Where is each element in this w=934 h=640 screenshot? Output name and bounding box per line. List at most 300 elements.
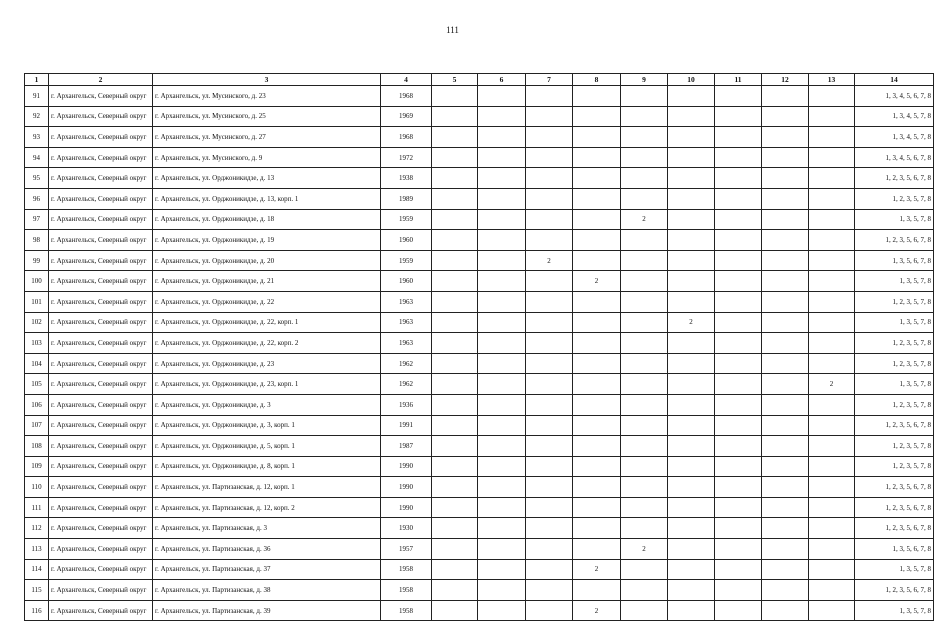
- address-cell: г. Архангельск, ул. Мусинского, д. 27: [153, 127, 381, 148]
- year-cell: 1987: [381, 436, 432, 457]
- mark-cell: [621, 600, 668, 621]
- table-row: [25, 106, 934, 127]
- mark-cell: [573, 291, 621, 312]
- address-cell: г. Архангельск, ул. Партизанская, д. 12, корп. 1: [153, 477, 381, 498]
- mark-cell: [762, 147, 809, 168]
- mark-cell: [715, 291, 762, 312]
- year-cell: 1936: [381, 394, 432, 415]
- row-number: 101: [25, 291, 49, 312]
- mark-cell: [573, 415, 621, 436]
- mark-cell: [621, 456, 668, 477]
- mark-cell: [573, 394, 621, 415]
- mark-cell: [526, 539, 573, 560]
- mark-cell: [715, 127, 762, 148]
- codes-cell: 1, 2, 3, 5, 7, 8: [855, 291, 934, 312]
- mark-cell: [809, 456, 855, 477]
- mark-cell: [621, 374, 668, 395]
- address-cell: г. Архангельск, ул. Мусинского, д. 25: [153, 106, 381, 127]
- mark-cell: [809, 106, 855, 127]
- mark-cell: [762, 86, 809, 107]
- mark-cell: [762, 539, 809, 560]
- housing-register-table: [24, 73, 934, 621]
- address-cell: г. Архангельск, ул. Орджоникидзе, д. 22: [153, 291, 381, 312]
- mark-cell: [478, 168, 526, 189]
- address-cell: г. Архангельск, ул. Партизанская, д. 38: [153, 580, 381, 601]
- mark-cell: [526, 436, 573, 457]
- mark-cell: [478, 147, 526, 168]
- codes-cell: 1, 3, 5, 6, 7, 8: [855, 539, 934, 560]
- row-number: 108: [25, 436, 49, 457]
- mark-cell: [573, 127, 621, 148]
- codes-cell: 1, 3, 4, 5, 7, 8: [855, 127, 934, 148]
- table-row: [25, 250, 934, 271]
- district-cell: г. Архангельск, Северный округ: [49, 497, 153, 518]
- mark-cell: [668, 230, 715, 251]
- mark-cell: [432, 518, 478, 539]
- year-cell: 1958: [381, 559, 432, 580]
- mark-cell: [526, 188, 573, 209]
- mark-cell: [526, 209, 573, 230]
- address-cell: г. Архангельск, ул. Партизанская, д. 36: [153, 539, 381, 560]
- mark-cell: [715, 209, 762, 230]
- mark-cell: [526, 127, 573, 148]
- table-row: [25, 539, 934, 560]
- mark-cell: [621, 559, 668, 580]
- address-cell: г. Архангельск, ул. Орджоникидзе, д. 21: [153, 271, 381, 292]
- row-number: 102: [25, 312, 49, 333]
- mark-cell: [573, 168, 621, 189]
- mark-cell: [715, 86, 762, 107]
- row-number: 116: [25, 600, 49, 621]
- mark-cell: [715, 394, 762, 415]
- mark-cell: [432, 312, 478, 333]
- codes-cell: 1, 2, 3, 5, 6, 7, 8: [855, 477, 934, 498]
- mark-cell: [573, 250, 621, 271]
- mark-cell: [809, 86, 855, 107]
- codes-cell: 1, 2, 3, 5, 7, 8: [855, 456, 934, 477]
- row-number: 100: [25, 271, 49, 292]
- district-cell: г. Архангельск, Северный округ: [49, 580, 153, 601]
- mark-cell: [668, 456, 715, 477]
- mark-cell: [573, 539, 621, 560]
- mark-cell: [809, 250, 855, 271]
- year-cell: 1957: [381, 539, 432, 560]
- codes-cell: 1, 3, 4, 5, 6, 7, 8: [855, 147, 934, 168]
- mark-cell: [668, 518, 715, 539]
- mark-cell: [762, 230, 809, 251]
- mark-cell: [809, 271, 855, 292]
- row-number: 105: [25, 374, 49, 395]
- mark-cell: [526, 106, 573, 127]
- mark-cell: 2: [621, 209, 668, 230]
- mark-cell: [621, 415, 668, 436]
- column-header: 8: [573, 74, 621, 86]
- mark-cell: [432, 168, 478, 189]
- mark-cell: [621, 580, 668, 601]
- mark-cell: [715, 353, 762, 374]
- mark-cell: [478, 333, 526, 354]
- mark-cell: [809, 580, 855, 601]
- district-cell: г. Архангельск, Северный округ: [49, 127, 153, 148]
- mark-cell: [715, 497, 762, 518]
- table-row: [25, 415, 934, 436]
- mark-cell: [526, 456, 573, 477]
- mark-cell: [762, 497, 809, 518]
- district-cell: г. Архангельск, Северный округ: [49, 559, 153, 580]
- mark-cell: [621, 497, 668, 518]
- column-header: 14: [855, 74, 934, 86]
- mark-cell: [432, 188, 478, 209]
- mark-cell: [715, 271, 762, 292]
- district-cell: г. Архангельск, Северный округ: [49, 374, 153, 395]
- row-number: 109: [25, 456, 49, 477]
- mark-cell: [621, 230, 668, 251]
- mark-cell: [573, 86, 621, 107]
- table-row: [25, 168, 934, 189]
- district-cell: г. Архангельск, Северный округ: [49, 271, 153, 292]
- row-number: 113: [25, 539, 49, 560]
- mark-cell: [762, 456, 809, 477]
- column-header: 2: [49, 74, 153, 86]
- mark-cell: [478, 106, 526, 127]
- mark-cell: [809, 127, 855, 148]
- row-number: 104: [25, 353, 49, 374]
- mark-cell: [478, 477, 526, 498]
- row-number: 92: [25, 106, 49, 127]
- district-cell: г. Архангельск, Северный округ: [49, 518, 153, 539]
- column-header: 12: [762, 74, 809, 86]
- table-row: [25, 580, 934, 601]
- mark-cell: [715, 147, 762, 168]
- mark-cell: [478, 518, 526, 539]
- mark-cell: [762, 559, 809, 580]
- district-cell: г. Архангельск, Северный округ: [49, 600, 153, 621]
- mark-cell: [573, 497, 621, 518]
- mark-cell: [621, 291, 668, 312]
- mark-cell: [573, 580, 621, 601]
- table-row: [25, 374, 934, 395]
- year-cell: 1930: [381, 518, 432, 539]
- address-cell: г. Архангельск, ул. Орджоникидзе, д. 13, корп. 1: [153, 188, 381, 209]
- codes-cell: 1, 3, 5, 7, 8: [855, 374, 934, 395]
- mark-cell: 2: [573, 271, 621, 292]
- district-cell: г. Архангельск, Северный округ: [49, 168, 153, 189]
- mark-cell: [715, 477, 762, 498]
- mark-cell: [478, 230, 526, 251]
- mark-cell: [668, 106, 715, 127]
- address-cell: г. Архангельск, ул. Орджоникидзе, д. 8, корп. 1: [153, 456, 381, 477]
- codes-cell: 1, 2, 3, 5, 6, 7, 8: [855, 497, 934, 518]
- district-cell: г. Архангельск, Северный округ: [49, 456, 153, 477]
- year-cell: 1958: [381, 580, 432, 601]
- mark-cell: [432, 230, 478, 251]
- table-row: [25, 291, 934, 312]
- codes-cell: 1, 2, 3, 5, 6, 7, 8: [855, 230, 934, 251]
- column-header: 10: [668, 74, 715, 86]
- mark-cell: [668, 147, 715, 168]
- mark-cell: [478, 580, 526, 601]
- district-cell: г. Архангельск, Северный округ: [49, 436, 153, 457]
- address-cell: г. Архангельск, ул. Партизанская, д. 39: [153, 600, 381, 621]
- address-cell: г. Архангельск, ул. Орджоникидзе, д. 22, корп. 2: [153, 333, 381, 354]
- mark-cell: [478, 415, 526, 436]
- mark-cell: [526, 559, 573, 580]
- mark-cell: [432, 497, 478, 518]
- mark-cell: [715, 415, 762, 436]
- mark-cell: [762, 106, 809, 127]
- mark-cell: [668, 394, 715, 415]
- table-row: [25, 312, 934, 333]
- mark-cell: [715, 518, 762, 539]
- mark-cell: [621, 86, 668, 107]
- year-cell: 1990: [381, 456, 432, 477]
- year-cell: 1960: [381, 230, 432, 251]
- year-cell: 1991: [381, 415, 432, 436]
- mark-cell: [526, 147, 573, 168]
- mark-cell: [432, 291, 478, 312]
- mark-cell: [715, 333, 762, 354]
- district-cell: г. Архангельск, Северный округ: [49, 477, 153, 498]
- mark-cell: [621, 312, 668, 333]
- table-row: [25, 353, 934, 374]
- mark-cell: [762, 333, 809, 354]
- mark-cell: [715, 374, 762, 395]
- mark-cell: [573, 312, 621, 333]
- year-cell: 1959: [381, 250, 432, 271]
- row-number: 97: [25, 209, 49, 230]
- codes-cell: 1, 2, 3, 5, 7, 8: [855, 188, 934, 209]
- mark-cell: [621, 250, 668, 271]
- mark-cell: [715, 312, 762, 333]
- mark-cell: [432, 353, 478, 374]
- mark-cell: [668, 497, 715, 518]
- mark-cell: [762, 250, 809, 271]
- mark-cell: [621, 106, 668, 127]
- mark-cell: [432, 127, 478, 148]
- mark-cell: [621, 333, 668, 354]
- address-cell: г. Архангельск, ул. Орджоникидзе, д. 19: [153, 230, 381, 251]
- district-cell: г. Архангельск, Северный округ: [49, 312, 153, 333]
- column-header: 3: [153, 74, 381, 86]
- district-cell: г. Архангельск, Северный округ: [49, 230, 153, 251]
- table-row: [25, 127, 934, 148]
- mark-cell: [621, 518, 668, 539]
- mark-cell: [573, 477, 621, 498]
- year-cell: 1963: [381, 291, 432, 312]
- column-header: 13: [809, 74, 855, 86]
- mark-cell: [809, 291, 855, 312]
- mark-cell: [762, 600, 809, 621]
- mark-cell: [478, 209, 526, 230]
- mark-cell: [762, 374, 809, 395]
- mark-cell: [432, 436, 478, 457]
- address-cell: г. Архангельск, ул. Партизанская, д. 12, корп. 2: [153, 497, 381, 518]
- mark-cell: [526, 394, 573, 415]
- mark-cell: [478, 86, 526, 107]
- mark-cell: [526, 600, 573, 621]
- table-row: [25, 230, 934, 251]
- mark-cell: [809, 394, 855, 415]
- mark-cell: 2: [573, 600, 621, 621]
- mark-cell: [621, 477, 668, 498]
- column-header: 7: [526, 74, 573, 86]
- mark-cell: [715, 188, 762, 209]
- mark-cell: [526, 353, 573, 374]
- mark-cell: [809, 600, 855, 621]
- mark-cell: [432, 415, 478, 436]
- mark-cell: [668, 86, 715, 107]
- codes-cell: 1, 3, 5, 7, 8: [855, 271, 934, 292]
- mark-cell: [573, 106, 621, 127]
- mark-cell: [526, 477, 573, 498]
- row-number: 111: [25, 497, 49, 518]
- mark-cell: [526, 230, 573, 251]
- mark-cell: [668, 209, 715, 230]
- mark-cell: [668, 168, 715, 189]
- year-cell: 1990: [381, 497, 432, 518]
- codes-cell: 1, 3, 5, 7, 8: [855, 209, 934, 230]
- address-cell: г. Архангельск, ул. Орджоникидзе, д. 3: [153, 394, 381, 415]
- mark-cell: [715, 168, 762, 189]
- mark-cell: [762, 477, 809, 498]
- mark-cell: [526, 580, 573, 601]
- mark-cell: [762, 188, 809, 209]
- district-cell: г. Архангельск, Северный округ: [49, 188, 153, 209]
- mark-cell: [526, 271, 573, 292]
- mark-cell: [668, 127, 715, 148]
- mark-cell: [432, 209, 478, 230]
- mark-cell: [432, 250, 478, 271]
- table-row: [25, 600, 934, 621]
- table-row: [25, 518, 934, 539]
- mark-cell: [432, 271, 478, 292]
- address-cell: г. Архангельск, ул. Орджоникидзе, д. 20: [153, 250, 381, 271]
- row-number: 95: [25, 168, 49, 189]
- year-cell: 1960: [381, 271, 432, 292]
- mark-cell: [809, 230, 855, 251]
- mark-cell: [573, 436, 621, 457]
- mark-cell: [668, 271, 715, 292]
- mark-cell: [668, 477, 715, 498]
- column-header: 11: [715, 74, 762, 86]
- mark-cell: [478, 250, 526, 271]
- mark-cell: [432, 394, 478, 415]
- year-cell: 1963: [381, 333, 432, 354]
- mark-cell: [478, 127, 526, 148]
- year-cell: 1962: [381, 353, 432, 374]
- codes-cell: 1, 2, 3, 5, 7, 8: [855, 394, 934, 415]
- codes-cell: 1, 2, 3, 5, 7, 8: [855, 436, 934, 457]
- mark-cell: [762, 209, 809, 230]
- address-cell: г. Архангельск, ул. Партизанская, д. 3: [153, 518, 381, 539]
- column-header: 6: [478, 74, 526, 86]
- mark-cell: [809, 436, 855, 457]
- address-cell: г. Архангельск, ул. Орджоникидзе, д. 23, корп. 1: [153, 374, 381, 395]
- mark-cell: [809, 188, 855, 209]
- mark-cell: [809, 353, 855, 374]
- mark-cell: [715, 436, 762, 457]
- mark-cell: [432, 477, 478, 498]
- row-number: 94: [25, 147, 49, 168]
- mark-cell: [573, 188, 621, 209]
- mark-cell: [573, 456, 621, 477]
- row-number: 103: [25, 333, 49, 354]
- mark-cell: [621, 271, 668, 292]
- page-number: 111: [446, 25, 459, 35]
- codes-cell: 1, 2, 3, 5, 6, 7, 8: [855, 168, 934, 189]
- codes-cell: 1, 3, 5, 7, 8: [855, 312, 934, 333]
- mark-cell: 2: [526, 250, 573, 271]
- address-cell: г. Архангельск, ул. Мусинского, д. 23: [153, 86, 381, 107]
- mark-cell: [668, 291, 715, 312]
- mark-cell: [762, 394, 809, 415]
- mark-cell: [621, 436, 668, 457]
- row-number: 96: [25, 188, 49, 209]
- mark-cell: [573, 374, 621, 395]
- codes-cell: 1, 2, 3, 5, 6, 7, 8: [855, 518, 934, 539]
- mark-cell: [762, 580, 809, 601]
- codes-cell: 1, 3, 4, 5, 7, 8: [855, 106, 934, 127]
- mark-cell: [809, 477, 855, 498]
- mark-cell: [526, 168, 573, 189]
- year-cell: 1968: [381, 127, 432, 148]
- table-row: [25, 333, 934, 354]
- address-cell: г. Архангельск, ул. Орджоникидзе, д. 13: [153, 168, 381, 189]
- address-cell: г. Архангельск, ул. Партизанская, д. 37: [153, 559, 381, 580]
- address-cell: г. Архангельск, ул. Орджоникидзе, д. 3, корп. 1: [153, 415, 381, 436]
- mark-cell: [432, 559, 478, 580]
- mark-cell: [809, 333, 855, 354]
- mark-cell: [762, 436, 809, 457]
- district-cell: г. Архангельск, Северный округ: [49, 539, 153, 560]
- table-row: [25, 436, 934, 457]
- codes-cell: 1, 2, 3, 5, 7, 8: [855, 333, 934, 354]
- mark-cell: [432, 106, 478, 127]
- table-row: [25, 477, 934, 498]
- mark-cell: [526, 86, 573, 107]
- mark-cell: [526, 518, 573, 539]
- codes-cell: 1, 2, 3, 5, 6, 7, 8: [855, 580, 934, 601]
- mark-cell: [478, 456, 526, 477]
- year-cell: 1969: [381, 106, 432, 127]
- mark-cell: [809, 312, 855, 333]
- mark-cell: [668, 559, 715, 580]
- mark-cell: [668, 188, 715, 209]
- mark-cell: [621, 394, 668, 415]
- mark-cell: [621, 188, 668, 209]
- mark-cell: [668, 415, 715, 436]
- mark-cell: [621, 353, 668, 374]
- mark-cell: [621, 127, 668, 148]
- mark-cell: [432, 147, 478, 168]
- year-cell: 1968: [381, 86, 432, 107]
- mark-cell: 2: [573, 559, 621, 580]
- district-cell: г. Архангельск, Северный округ: [49, 291, 153, 312]
- mark-cell: [432, 456, 478, 477]
- mark-cell: [809, 415, 855, 436]
- district-cell: г. Архангельск, Северный округ: [49, 333, 153, 354]
- district-cell: г. Архангельск, Северный округ: [49, 415, 153, 436]
- district-cell: г. Архангельск, Северный округ: [49, 250, 153, 271]
- row-number: 99: [25, 250, 49, 271]
- codes-cell: 1, 3, 5, 7, 8: [855, 559, 934, 580]
- mark-cell: [668, 539, 715, 560]
- row-number: 107: [25, 415, 49, 436]
- mark-cell: [668, 580, 715, 601]
- mark-cell: [668, 600, 715, 621]
- district-cell: г. Архангельск, Северный округ: [49, 147, 153, 168]
- mark-cell: [715, 456, 762, 477]
